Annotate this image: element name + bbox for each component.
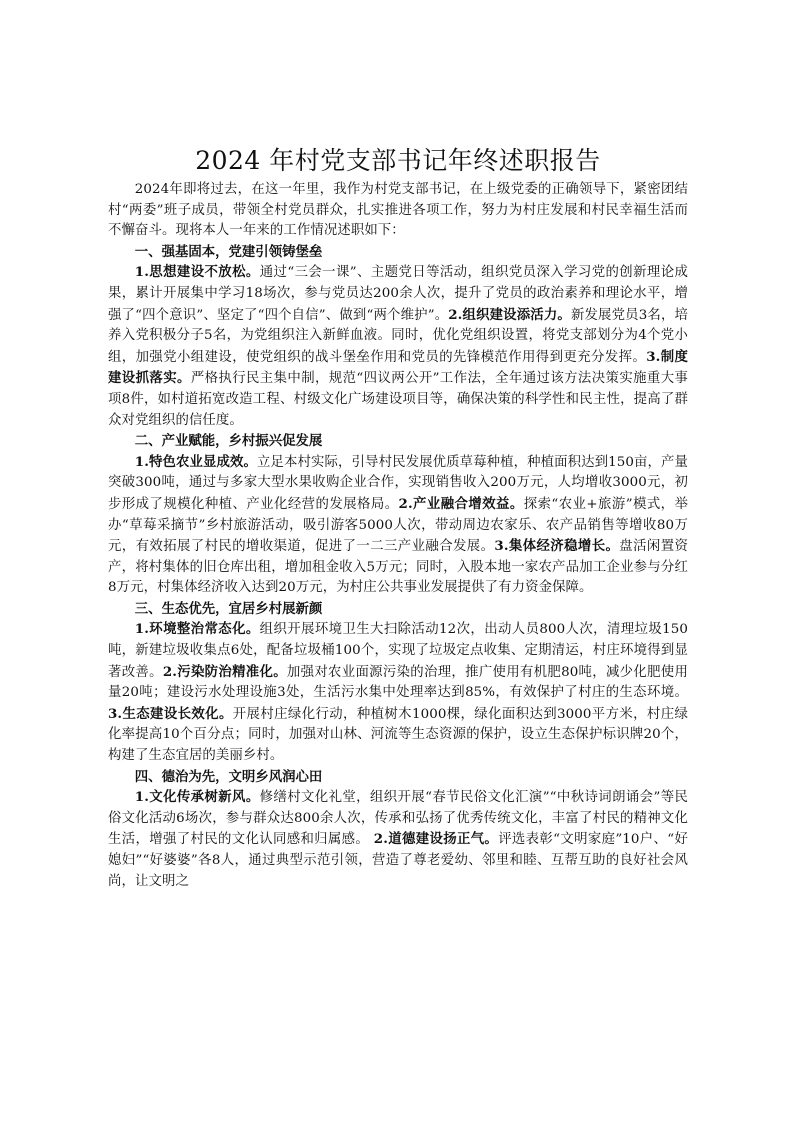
section-body-2	[108, 452, 688, 599]
section-heading-1: 一、强基固本，党建引领铸堡垒	[134, 243, 323, 260]
item-text: 加强对农业面源污染的治理，推广使用有机肥80吨，减少化肥使用量20吨；建设污水处理设施3处，生活污水集中处理率达到85%，有效保护了村庄的生态环境。	[108, 664, 688, 701]
item-title: 1.特色农业显成效。	[134, 453, 258, 470]
item-text: 开展村庄绿化行动，种植树木1000棵，绿化面积达到3000平方米，村庄绿化率提高10个百分点；同时，加强对山林、河流等生态资源的保护，设立生态保护标识牌20个，构建了生态宜居的美丽乡村。	[108, 706, 688, 764]
section-body-4	[108, 787, 688, 892]
item-title: 2.组织建设添活力。	[448, 306, 571, 323]
section-heading-4: 四、德治为先，文明乡风润心田	[134, 768, 323, 785]
item-text: 评选表彰“文明家庭”10户、“好媳妇”“好婆婆”各8人，通过典型示范引领，营造了尊老爱幼、邻里和睦、互帮互助的良好社会风尚，让文明之	[108, 832, 688, 889]
item-text: 组织开展环境卫生大扫除活动12次，出动人员800人次，清理垃圾150吨，新建垃圾收集点6处，配备垃圾桶100个，实现了垃圾定点收集、定期清运，村庄环境得到显著改善。	[108, 622, 688, 680]
item-text: 探索“农业+旅游”模式，举办“草莓采摘节”乡村旅游活动，吸引游客5000人次，带动周边农家乐、农产品销售等增收80万元，有效拓展了村民的增收渠道，促进了一二三产业融合发展。	[108, 496, 688, 555]
item-text: 修缮村文化礼堂，组织开展“春节民俗文化汇演”“中秋诗词朗诵会”等民俗文化活动6场次，参与群众达800余人次，传承和弘扬了优秀传统文化，丰富了村民的精神文化生活，增强了村民的文化认同感和归属感。	[108, 790, 688, 848]
item-title: 3.集体经济稳增长。	[494, 538, 620, 555]
item-text: 严格执行民主集中制，规范“四议两公开”工作法，全年通过该方法决策实施重大事项8件，如村道拓宽改造工程、村级文化广场建设项目等，确保决策的科学性和民主性，提高了群众对党组织的信任度。	[108, 371, 689, 428]
item-text: 新发展党员3名，培养入党积极分子5名，为党组织注入新鲜血液。同时，优化党组织设置，将党支部划分为4个党小组，加强党小组建设，使党组织的战斗堡垒作用和党员的先锋模范作用得到更充分发挥。	[108, 307, 689, 365]
section-body-3	[108, 619, 688, 766]
item-text: 立足本村实际，引导村民发展优质草莓种植，种植面积达到150亩，产量突破300吨，通过与多家大型水果收购企业合作，实现销售收入200万元，人均增收3000元，初步形成了规模化种植、产业化经营的发展格局。	[108, 454, 689, 512]
item-text: 盘活闲置资产，将村集体的旧仓库出租，增加租金收入5万元；同时，入股本地一家农产品加工企业参与分红8万元，村集体经济收入达到20万元，为村庄公共事业发展提供了有力资金保障。	[108, 539, 688, 596]
section-heading-2: 二、产业赋能，乡村振兴促发展	[134, 433, 323, 450]
intro-paragraph: 2024年即将过去，在这一年里，我作为村党支部书记，在上级党委的正确领导下，紧密团结村“两委”班子成员，带领全村党员群众，扎实推进各项工作，努力为村庄发展和村民幸福生活而不懈奋斗。现将本人一年来的工作情况述职如下：	[108, 182, 688, 239]
item-title: 3.制度建设抓落实。	[108, 348, 688, 387]
item-title: 1.思想建设不放松。	[134, 264, 260, 281]
section-heading-3: 三、生态优先，宜居乡村展新颜	[134, 600, 323, 617]
item-title: 3.生态建设长效化。	[108, 705, 233, 722]
item-title: 1.环境整治常态化。	[134, 621, 260, 638]
item-title: 2.道德建设扬正气。	[373, 831, 499, 848]
item-title: 2.产业融合增效益。	[398, 495, 524, 512]
section-body-1	[108, 262, 688, 431]
document-title: 2024 年村党支部书记年终述职报告	[195, 146, 601, 175]
item-text: 通过“三会一课”、主题党日等活动，组织党员深入学习党的创新理论成果，累计开展集中学习18场次，参与党员达200余人次，提升了党员的政治素养和理论水平，增强了“四个意识”、坚定了“四个自信”、做到“两个维护”。	[108, 265, 689, 323]
item-title: 2.污染防治精准化。	[162, 663, 287, 680]
item-title: 1.文化传承树新风。	[134, 789, 260, 806]
document-page	[108, 142, 688, 892]
